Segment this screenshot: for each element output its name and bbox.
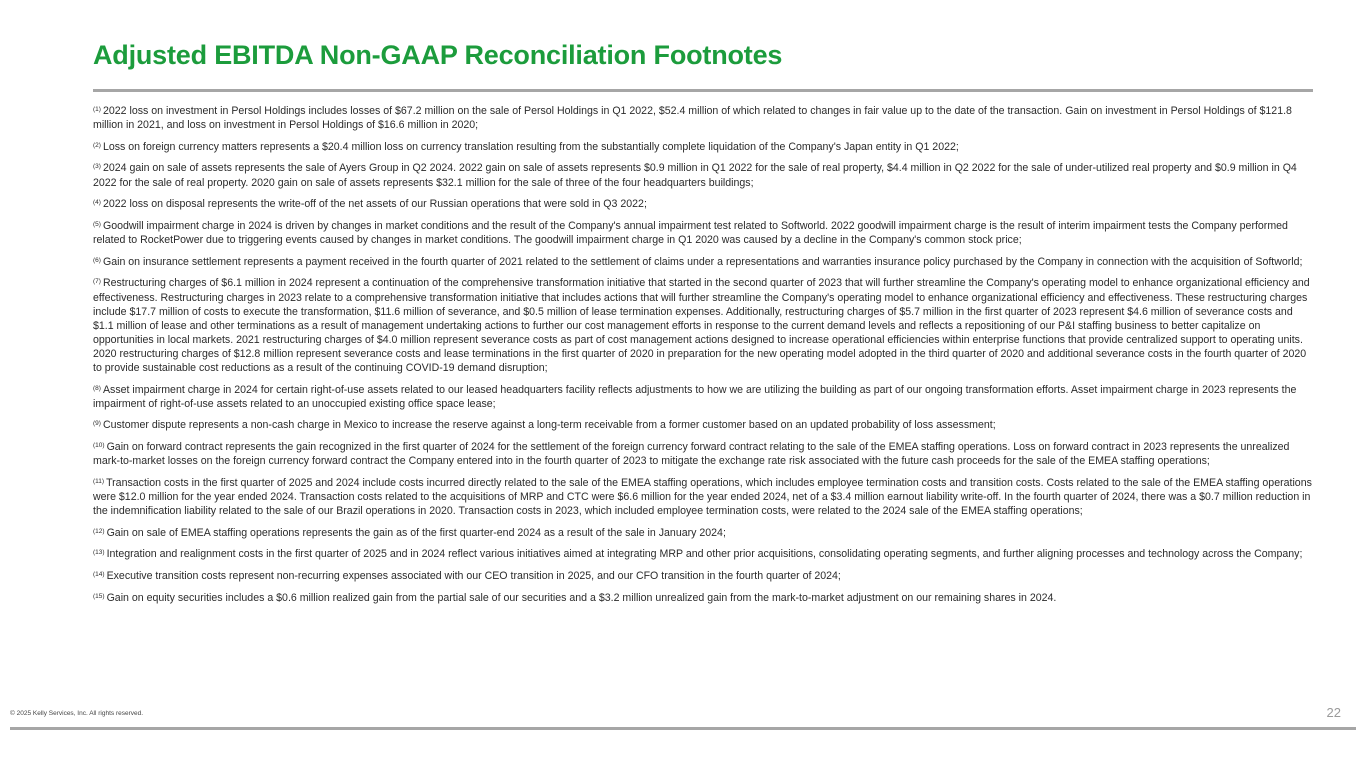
footnote-9 xyxy=(93,418,1313,432)
footnote-text: 2022 loss on disposal represents the write-off of the net assets of our Russian operations that were sold in Q3 2022; xyxy=(102,198,647,211)
page-number: 22 xyxy=(1326,705,1341,720)
footnote-marker: (6) xyxy=(93,256,101,264)
footnote-marker: (10) xyxy=(93,442,105,450)
footnote-marker: (4) xyxy=(93,199,101,207)
footnote-text: 2022 loss on investment in Persol Holdings includes losses of $67.2 million on the sale of Persol Holdings in Q1 2022, $52.4 million of which related to changes in fair value up to the date of the transaction. Gain on investment in Persol Holdings of $121.8 million in 2021, and loss on investment in Persol Holdings of $16.6 million in 2020; xyxy=(93,105,1292,132)
footnote-text: Goodwill impairment charge in 2024 is driven by changes in market conditions and the result of the Company's annual impairment test related to Softworld. 2022 goodwill impairment charge is the result of interim impairment tests the Company performed related to RocketPower due to triggering events caused by changes in market conditions. The goodwill impairment charge in Q1 2020 was caused by a decline in the Company's common stock price; xyxy=(93,219,1288,247)
title-divider xyxy=(93,89,1313,92)
footnote-text: Transaction costs in the first quarter of 2025 and 2024 include costs incurred directly related to the sale of the EMEA staffing operations, which includes employee termination costs and transition costs. Costs related to the sale of the EMEA staffing operations were $12.0 million for the year ended 2024. Transaction costs related to the acquisitions of MRP and CTC were $6.6 million for the year ended 2024, net of a $3.4 million earnout liability write-off. In the fourth quarter of 2024, there was a $0.7 million reduction in the indemnification liability related to the sale of our Brazil operations in 2020. Transaction costs in 2023, which included employee termination costs, were related to the 2024 sale of the EMEA staffing operations; xyxy=(93,476,1312,518)
footnote-text: Integration and realignment costs in the first quarter of 2025 and in 2024 reflect various initiatives aimed at integrating MRP and other prior acquisitions, consolidating operating segments, and further aligning processes and technology across the Company; xyxy=(106,548,1303,561)
footnote-marker: (13) xyxy=(93,549,105,557)
footnote-8 xyxy=(93,383,1313,411)
page-title: Adjusted EBITDA Non-GAAP Reconciliation Footnotes xyxy=(93,40,783,70)
footnote-marker: (7) xyxy=(93,278,101,286)
footnote-7 xyxy=(93,276,1313,375)
footnote-marker: (5) xyxy=(93,220,101,228)
footnote-15 xyxy=(93,591,1313,605)
footnote-text: Gain on equity securities includes a $0.6 million realized gain from the partial sale of our securities and a $3.2 million unrealized gain from the mark-to-market adjustment on our remaining shares in 2024. xyxy=(106,591,1057,604)
footnote-text: Customer dispute represents a non-cash charge in Mexico to increase the reserve against a long-term receivable from a former customer based on an updated probability of loss assessment; xyxy=(102,419,996,432)
footnote-11 xyxy=(93,476,1313,518)
footnote-5 xyxy=(93,219,1313,247)
footnote-marker: (14) xyxy=(93,571,105,579)
footnote-text: Executive transition costs represent non-recurring expenses associated with our CEO transition in 2025, and our CFO transition in the fourth quarter of 2024; xyxy=(106,570,841,583)
footnote-marker: (15) xyxy=(93,592,105,600)
footnote-text: Restructuring charges of $6.1 million in 2024 represent a continuation of the comprehensive transformation initiative that started in the second quarter of 2023 that will further streamline the Company's operating model to enhance organizational efficiency and effectiveness. Restructuring charges in 2023 relate to a comprehensive transformation initiative that includes actions that will further streamline the Company's operating model to enhance organizational efficiency and effectiveness. These restructuring charges include $17.7 million of costs to execute the transformation, $11.6 million of severance, and $0.5 million of lease termination expenses. Additionally, restructuring charges of $5.7 million in the first quarter of 2023 represent $4.6 million of severance costs and $1.1 million of lease and other terminations as a result of management undertaking actions to further our cost management efforts in response to the current demand levels and reflects a repositioning of our P&I staffing business to better capitalize on opportunities in local markets. 2021 restructuring charges of $4.0 million represent severance costs as part of cost management actions designed to increase operational efficiencies within enterprise functions that provide centralized support to operating units. 2020 restructuring charges of $12.8 million represent severance costs and lease terminations in the first quarter of 2020 in preparation for the new operating model adopted in the third quarter of 2020 and additional severance costs in the fourth quarter of 2020 to provide sustainable cost reductions as a result of the continuing COVID-19 demand disruption; xyxy=(93,277,1310,374)
footnote-2 xyxy=(93,140,1313,154)
footer-divider xyxy=(10,727,1356,730)
footnote-12 xyxy=(93,526,1313,540)
footnote-marker: (1) xyxy=(93,106,101,113)
footnote-text: 2024 gain on sale of assets represents the sale of Ayers Group in Q2 2024. 2022 gain on sale of assets represents $0.9 million in Q1 2022 for the sale of real property, $4.4 million in Q2 2022 for the sale of under-utilized real property and $0.9 million in Q4 2022 for the sale of real property. 2020 gain on sale of assets represents $32.1 million for the sale of three of the four headquarters buildings; xyxy=(93,162,1297,189)
footnote-14 xyxy=(93,569,1313,583)
footnote-marker: (2) xyxy=(93,141,101,149)
footnote-marker: (12) xyxy=(93,527,105,535)
footnote-text: Gain on insurance settlement represents a payment received in the fourth quarter of 2021 related to the settlement of claims under a representations and warranties insurance policy purchased by the Company in connection with the acquisition of Softworld; xyxy=(102,255,1303,268)
footnote-marker: (8) xyxy=(93,384,101,392)
footnotes-list xyxy=(93,104,1313,613)
footnote-marker: (9) xyxy=(93,420,101,428)
footnote-6 xyxy=(93,255,1313,269)
footnote-1 xyxy=(93,104,1313,132)
footnote-text: Gain on sale of EMEA staffing operations represents the gain as of the first quarter-end 2024 as a result of the sale in January 2024; xyxy=(106,526,726,539)
footnote-3 xyxy=(93,161,1313,189)
footnote-marker: (11) xyxy=(93,477,105,485)
footnote-10 xyxy=(93,440,1313,468)
footnote-text: Gain on forward contract represents the gain recognized in the first quarter of 2024 for the settlement of the foreign currency forward contract relating to the sale of the EMEA staffing operations. Loss on forward contract in 2023 represents the unrealized mark-to-market losses on the foreign currency forward contract the Company entered into in the fourth quarter of 2023 to mitigate the exchange rate risk associated with the future cash proceeds for the sale of the EMEA staffing operations; xyxy=(93,441,1290,468)
copyright-notice: © 2025 Kelly Services, Inc. All rights reserved. xyxy=(10,710,144,717)
footnote-text: Asset impairment charge in 2024 for certain right-of-use assets related to our leased headquarters facility reflects adjustments to how we are utilizing the building as part of our ongoing transformation efforts. Asset impairment charge in 2023 represents the impairment of right-of-use assets related to an unoccupied existing office space lease; xyxy=(93,383,1297,410)
footnote-4 xyxy=(93,197,1313,211)
footnote-marker: (3) xyxy=(93,163,101,171)
footnote-text: Loss on foreign currency matters represents a $20.4 million loss on currency translation resulting from the substantially complete liquidation of the Company's Japan entity in Q1 2022; xyxy=(102,140,959,153)
footnote-13 xyxy=(93,547,1313,561)
